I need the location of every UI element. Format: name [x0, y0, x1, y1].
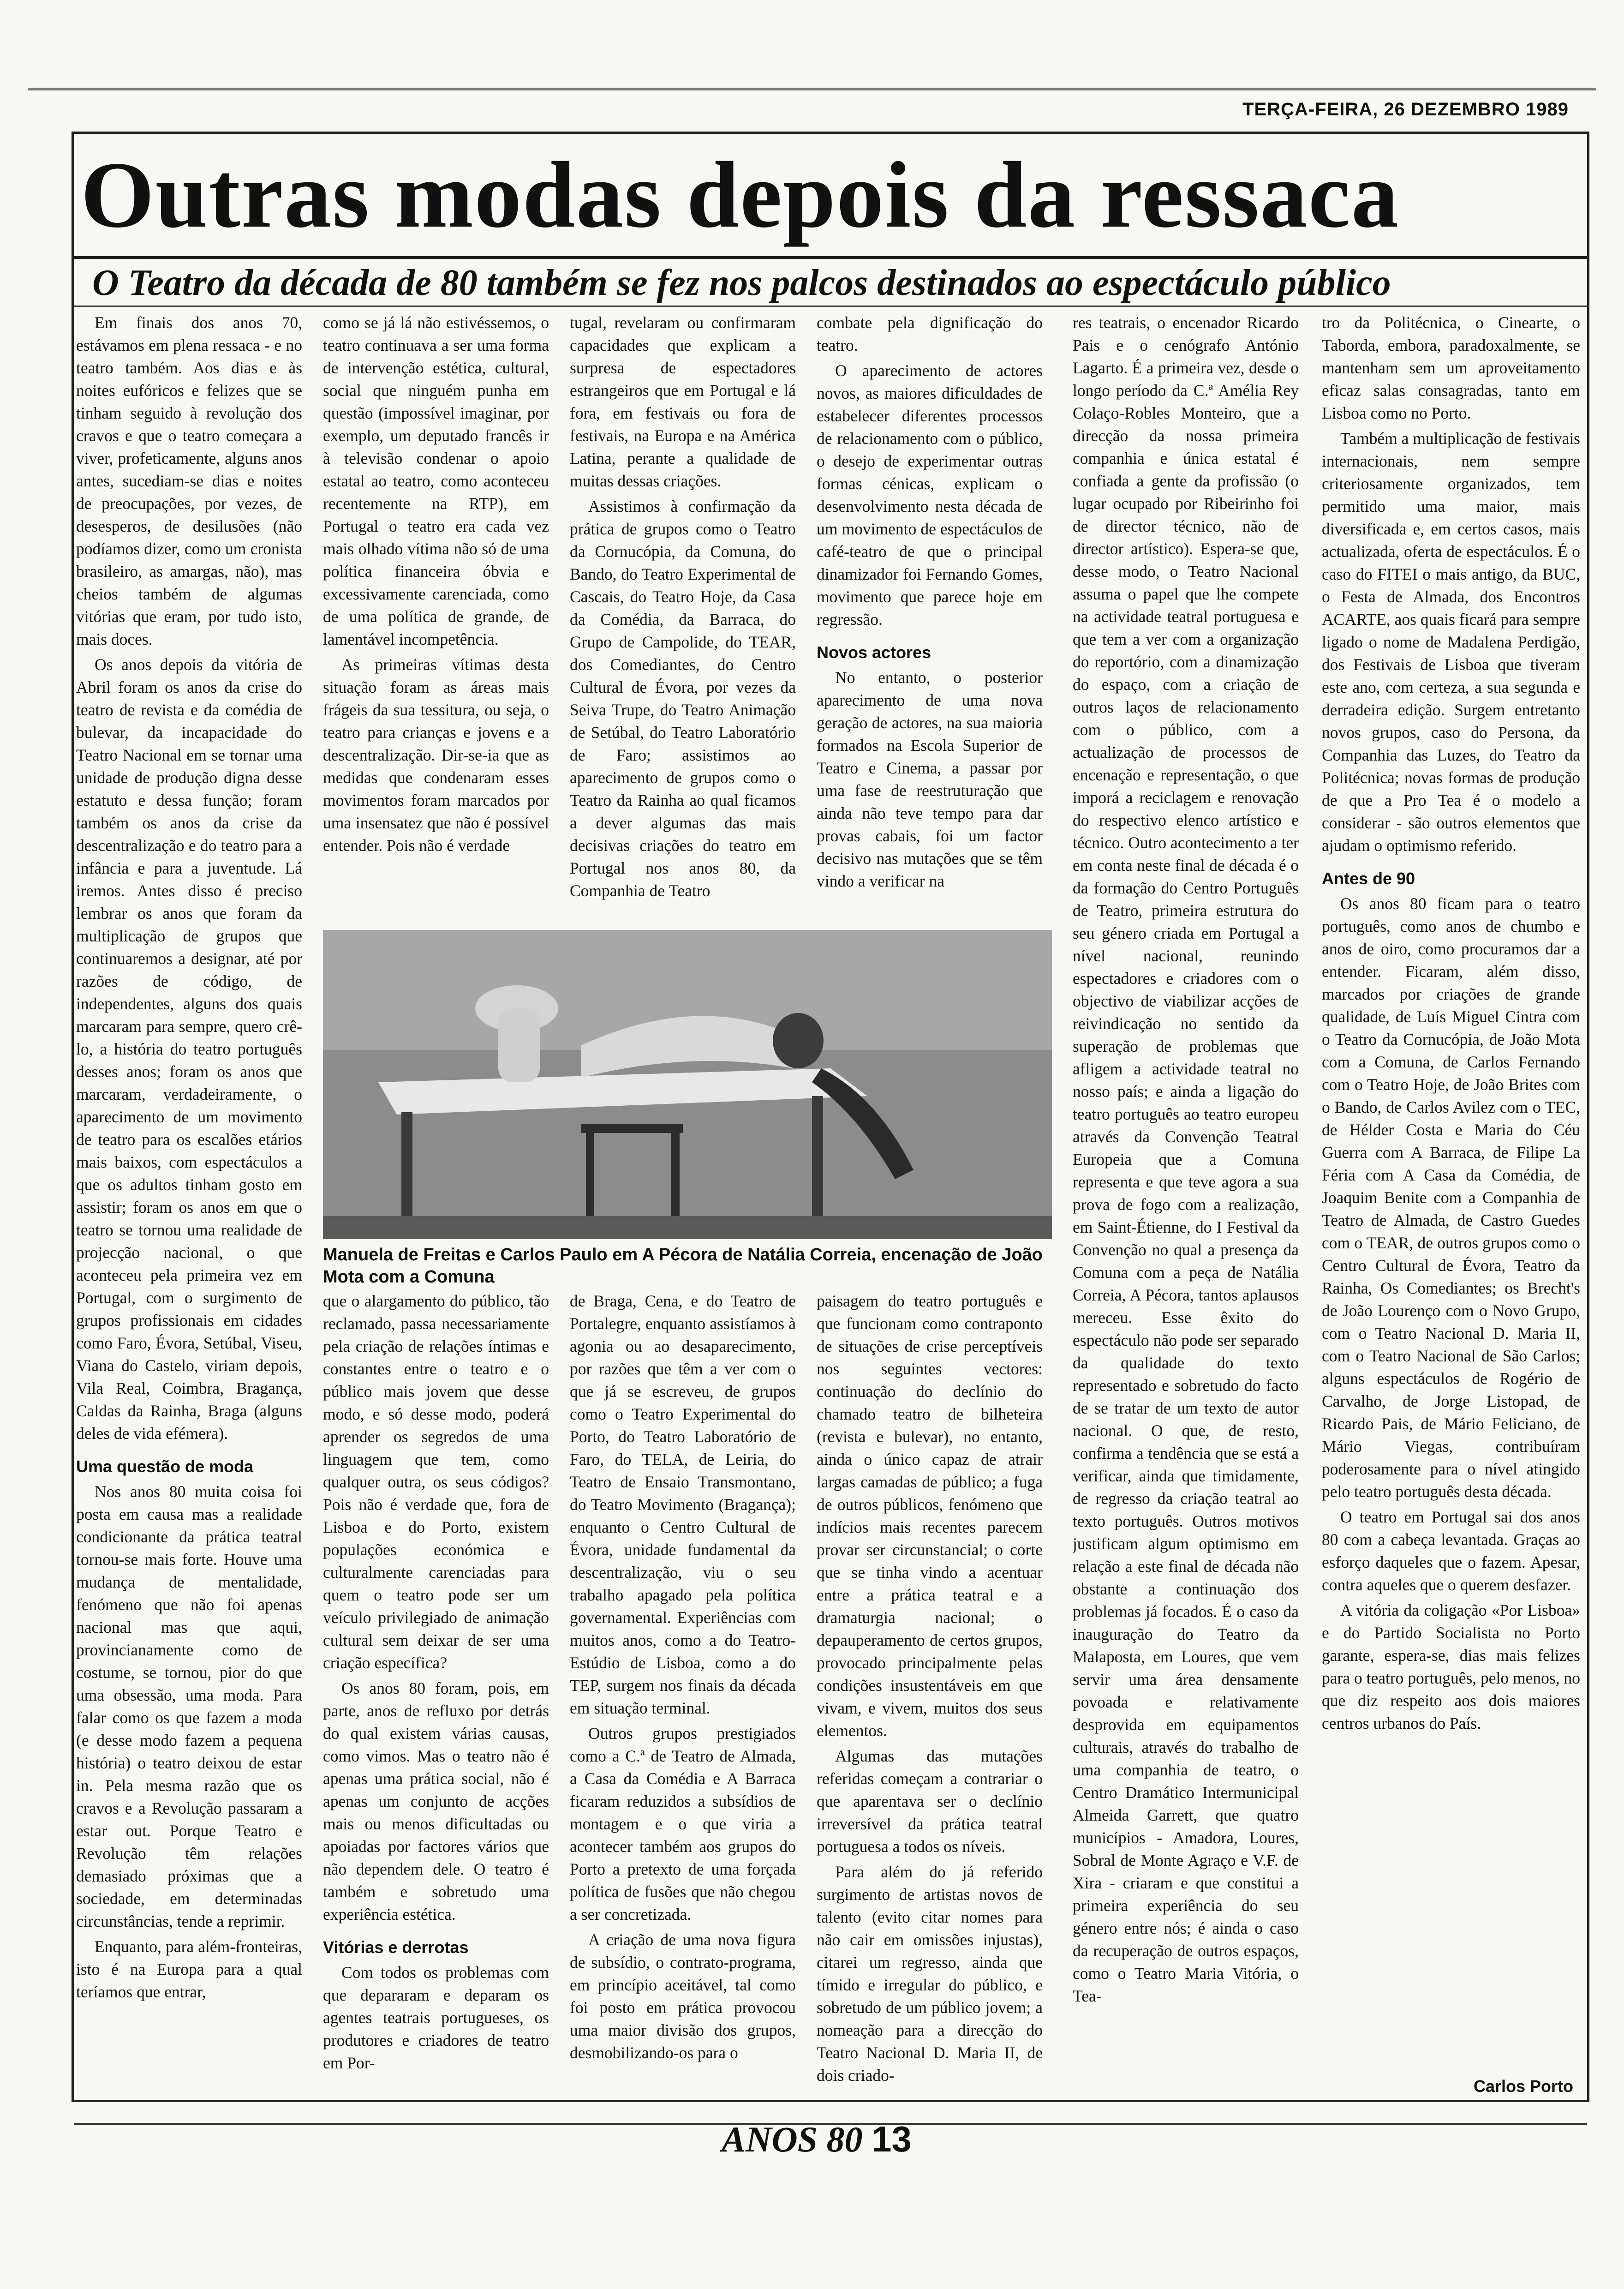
article-column-2-bottom [323, 1290, 549, 2097]
paragraph: que o alargamento do público, tão reclamado, passa necessariamente pela criação de relações íntimas e constantes entre o teatro e o público mais jovem que desse modo, e só desse modo, poderá aprender os segredos de uma linguagem que tem, como qualquer outra, os seus códigos? Pois não é verdade que, fora de Lisboa e do Porto, existem populações económica e culturalmente carenciadas para quem o teatro pode ser um veículo privilegiado de animação cultural sem deixar de ser uma criação específica? [323, 1292, 549, 1672]
paragraph: Também a multiplicação de festivais internacionais, nem sempre criteriosamente organizados, tem permitido uma maior, mais diversificada e, em certos casos, mais actualizada, oferta de espectáculos. É o caso do FITEI o mais antigo, da BUC, o Festa de Almada, dos Encontros ACARTE, aos quais ficará para sempre ligado o nome de Madalena Perdigão, dos Festivais de Lisboa que tiveram este ano, com certeza, a sua segunda e derradeira edição. Surgem entretanto novos grupos, caso do Persona, da Companhia das Luzes, do Teatro da Politécnica; novas formas de produção de que a Pro Tea é o modelo a considerar - são outros elementos que ajudam o optimismo referido. [1322, 429, 1580, 855]
paragraph: de Braga, Cena, e do Teatro de Portalegre, enquanto assistíamos à agonia ou ao desaparecimento, por razões que têm a ver com o que já se escreveu, de grupos como o Teatro Experimental do Porto, do Teatro Laboratório de Faro, do TELA, de Leiria, do Teatro de Ensaio Transmontano, do Teatro Movimento (Bragança); enquanto o Centro Cultural de Évora, unidade fundamental da descentralização, viu o seu trabalho apagado pela política governamental. Experiências com muitos anos, como a do Teatro-Estúdio de Lisboa, como a do TEP, surgem nos finais da década em situação terminal. [570, 1292, 796, 1717]
photo-illustration [323, 930, 1052, 1239]
paragraph: Os anos depois da vitória de Abril foram os anos da crise do teatro de revista e da comédia de bulevar, da incapacidade do Teatro Nacional em se tornar uma unidade de produção digna desse estatuto e dessa função; foram também os anos da crise da descentralização e do teatro para a infância e para a juventude. Lá iremos. Antes disso é preciso lembrar os anos que foram da multiplicação de grupos que continuaremos a designar, até por razões de código, de independentes, alguns dos quais marcaram para sempre, quero crê-lo, a história do teatro português desses anos; foram os anos que marcaram, verdadeiramente, o aparecimento de um movimento de teatro para os escalões etários mais baixos, com espectáculos a que os adultos tinham gosto em assistir; foram os anos em que o teatro se tornou uma realidade de projecção nacional, o que aconteceu pela primeira vez em Portugal, com o surgimento de grupos profissionais em cidades como Faro, Évora, Setúbal, Viseu, Viana do Castelo, viriam depois, Vila Real, Coimbra, Bragança, Caldas da Rainha, Braga (alguns deles de vida efémera). [76, 655, 302, 1443]
paragraph: No entanto, o posterior aparecimento de uma nova geração de actores, na sua maioria formados na Escola Superior de Teatro e Cinema, a passar por uma fase de reestruturação que ainda não teve tempo para dar provas cabais, foi um factor decisivo nas mutações que se têm vindo a verificar na [817, 668, 1043, 890]
page-footer [678, 2118, 955, 2160]
paragraph: A criação de uma nova figura de subsídio, o contrato-programa, em princípio aceitável, tal como foi posto em prática provocou uma maior divisão dos grupos, desmobilizando-os para o [570, 1930, 796, 2062]
footer-section: ANOS 80 [722, 2119, 863, 2159]
article-column-3-bottom [570, 1290, 796, 2097]
paragraph: tro da Politécnica, o Cinearte, o Taborda, embora, paradoxalmente, se mantenham sem um aproveitamento eficaz salas consagradas, tanto em Lisboa como no Porto. [1322, 313, 1580, 422]
article-column-4-top [817, 312, 1043, 925]
paragraph: Para além do já referido surgimento de artistas novos de talento (evito citar nomes para não cair em omissões injustas), citarei um regresso, ainda que tímido e irregular do público, e sobretudo de um público jovem; a nomeação para a direcção do Teatro Nacional D. Maria II, de dois criado- [817, 1863, 1043, 2085]
paragraph: Enquanto, para além-fronteiras, isto é na Europa para a qual teríamos que entrar, [76, 1937, 302, 2001]
article-column-5 [1073, 312, 1299, 2097]
subheadline: O Teatro da década de 80 também se fez nos palcos destinados ao espectáculo público [92, 263, 1391, 303]
paragraph: Outros grupos prestigiados como a C.ª de Teatro de Almada, a Casa da Comédia e A Barraca ficaram reduzidos a subsídios de montagem e o que viria a acontecer também aos grupos do Porto a pretexto de uma forçada política de fusões que não chegou a ser concretizada. [570, 1724, 796, 1923]
paragraph: combate pela dignificação do teatro. [817, 313, 1043, 354]
paragraph: como se já lá não estivéssemos, o teatro continuava a ser uma forma de intervenção estética, cultural, social que ninguém punha em questão (impossível imaginar, por exemplo, um deputado francês ir à televisão condenar o apoio estatal ao teatro, como aconteceu recentemente na RTP), em Portugal o teatro era cada vez mais olhado vítima não só de uma política financeira óbvia e excessivamente carenciada, como de uma política de grande, de lamentável incompetência. [323, 313, 549, 648]
theatre-photo [323, 930, 1052, 1239]
paragraph: A vitória da coligação «Por Lisboa» e do Partido Socialista no Porto garante, espera-se, dias mais felizes para o teatro português, pelo menos, no que diz respeito aos dois maiores centros urbanos do País. [1322, 1601, 1580, 1732]
paragraph: res teatrais, o encenador Ricardo Pais e o cenógrafo António Lagarto. É a primeira vez, desde o longo período da C.ª Amélia Rey Colaço-Robles Monteiro, que a direcção da nossa primeira companhia e única estatal é confiada a gente da profissão (o lugar ocupado por Ribeirinho foi de director técnico, não de director artístico). Espera-se que, desse modo, o Teatro Nacional assuma o papel que lhe compete na actividade teatral portuguesa e que tem a ver com a organização do reportório, com a dinamização do espaço, com a criação de outros laços de relacionamento com o público, com a actualização de processos de encenação e representação, o que imporá a reciclagem e renovação do respectivo elenco artístico e técnico. Outro acontecimento a ter em conta neste final de década é o da formação do Centro Português de Teatro, primeira estrutura do seu género criada em Portugal a nível nacional, reunindo espectadores e criadores com o objectivo de viabilizar acções de reivindicação no sentido da superação de problemas que afligem a actividade teatral no nosso país; e ainda a ligação do teatro português ao teatro europeu através da Convenção Teatral Europeia que a Comuna representa e que teve agora a sua prova de fogo com a realização, em Saint-Étienne, do I Festival da Convenção no qual a presença da Comuna com a peça de Natália Correia, A Pécora, tantos aplausos mereceu. Esse êxito do espectáculo não pode ser separado da qualidade do texto representado e sobretudo do facto de se tratar de um texto de autor nacional. O que, de resto, confirma a tendência que se está a verificar, ainda que timidamente, de regresso da criação teatral ao texto português. Outros motivos justificam algum optimismo em relação a este final de década não obstante a continuação dos problemas já focados. É o caso da inauguração do Teatro da Malaposta, em Loures, que vem servir uma área densamente povoada e relativamente desprovida em equipamentos culturais, através do trabalho de uma companhia de teatro, o Centro Dramático Intermunicipal Almeida Garrett, que quatro municípios - Amadora, Loures, Sobral de Monte Agraço e V.F. de Xira - criaram e que constitui a primeira experiência do seu género entre nós; é ainda o caso da recuperação de outros espaços, como o Teatro Maria Vitória, o Tea- [1073, 313, 1299, 2005]
paragraph: Em finais dos anos 70, estávamos em plena ressaca - e no teatro também. Aos dias e às noites eufóricos e felizes que se tinham seguido à revolução dos cravos e que o teatro começara a viver, profeticamente, alguns anos antes, sucediam-se dias e noites de preocupações, por vezes, de desesperos, de desilusões (não podíamos dizer, como um cronista brasileiro, as amargas, não), mas cheios também de algumas vitórias que eram, por tudo isto, mais doces. [76, 313, 302, 648]
article-column-6 [1322, 312, 1580, 2097]
top-rule [28, 88, 1596, 90]
photo-caption: Manuela de Freitas e Carlos Paulo em A Pécora de Natália Correia, encenação de João Mota com a Comuna [323, 1245, 1043, 1287]
paragraph: Com todos os problemas com que depararam e deparam os agentes teatrais portugueses, os produtores e criadores de teatro em Por- [323, 1963, 549, 2072]
paragraph: tugal, revelaram ou confirmaram capacidades que explicam a surpresa de espectadores estrangeiros que em Portugal e lá fora, em festivais ou fora de festivais, na Europa e na América Latina, perante a qualidade de muitas dessas criações. [570, 313, 796, 490]
headline-rule [74, 256, 1587, 259]
paragraph: O teatro em Portugal sai dos anos 80 com a cabeça levantada. Graças ao esforço daqueles que o fazem. Apesar, contra aqueles que o querem desfazer. [1322, 1508, 1580, 1594]
paragraph: Algumas das mutações referidas começam a contrariar o que aparentava ser o declínio irreversível da prática teatral portuguesa a todos os níveis. [817, 1747, 1043, 1856]
paragraph: O aparecimento de actores novos, as maiores dificuldades de estabelecer diferentes processos de relacionamento com o público, o desejo de experimentar outras formas cénicas, explicam o desenvolvimento nesta década de um movimento de espectáculos de café-teatro de que o principal dinamizador foi Fernando Gomes, movimento que parece hoje em regressão. [817, 361, 1043, 629]
article-column-2-top [323, 312, 549, 925]
section-heading: Novos actores [817, 643, 931, 662]
headline: Outras modas depois da ressaca [81, 143, 1400, 247]
section-heading: Vitórias e derrotas [323, 1938, 469, 1957]
paragraph: Os anos 80 ficam para o teatro português, como anos de chumbo e anos de oiro, como procuramos dar a entender. Ficaram, além disso, marcados por criações de grande qualidade, de Luís Miguel Cintra com o Teatro da Cornucópia, de João Mota com a Comuna, de Carlos Fernando com o Teatro Hoje, de João Brites com o Bando, de Carlos Avilez com o TEC, de Hélder Costa e Maria do Céu Guerra com A Barraca, de Filipe La Féria com A Casa da Comédia, de Joaquim Benite com a Companhia de Teatro de Almada, de Castro Guedes com o TEAR, de outros grupos como o Centro Cultural de Évora, Teatro da Rainha, Os Comediantes; os Brecht's de João Lourenço com o Novo Grupo, com o Teatro Nacional D. Maria II, com o Teatro Nacional de São Carlos; alguns espectáculos de Rogério de Carvalho, de Jorge Listopad, de Ricardo Pais, de Mário Feliciano, de Mário Viegas, contribuíram poderosamente para o nível atingido pelo teatro português desta década. [1322, 894, 1580, 1501]
footer-page-number: 13 [872, 2119, 912, 2159]
article-column-3-top [570, 312, 796, 925]
paragraph: Os anos 80 foram, pois, em parte, anos de refluxo por detrás do qual existem várias causas, como vimos. Mas o teatro não é apenas uma prática social, não é apenas um conjunto de acções mais ou menos dificultadas ou apoiadas por factores vários que não dependem dele. O teatro é também e sobretudo uma experiência estética. [323, 1679, 549, 1923]
paragraph: As primeiras vítimas desta situação foram as áreas mais frágeis da sua tessitura, ou seja, o teatro para crianças e jovens e a descentralização. Dir-se-ia que as medidas que condenaram esses movimentos foram marcados por uma insensatez que não é possível entender. Pois não é verdade [323, 655, 549, 855]
dateline: TERÇA-FEIRA, 26 DEZEMBRO 1989 [1242, 99, 1569, 120]
article-column-1 [76, 312, 302, 2097]
section-heading: Antes de 90 [1322, 869, 1415, 888]
paragraph: paisagem do teatro português e que funcionam como contraponto de situações de crise perceptíveis nos seguintes vectores: continuação do declínio do chamado teatro de bilheteira (revista e bulevar), no entanto, ainda o único capaz de atrair largas camadas de público; a fuga de outros públicos, fenómeno que indícios mais recentes parecem provar ser circunstancial; o corte que se tinha vindo a acentuar entre a prática teatral e a dramaturgia nacional; o depauperamento de certos grupos, provocado principalmente pelas condições insustentáveis em que vivam, e vivem, muitos dos seus elementos. [817, 1292, 1043, 1740]
section-heading: Uma questão de moda [76, 1457, 254, 1476]
subheadline-rule [74, 306, 1587, 307]
byline: Carlos Porto [1473, 2077, 1573, 2096]
paragraph: Nos anos 80 muita coisa foi posta em causa mas a realidade condicionante da prática teatral tornou-se mais forte. Houve uma mudança de mentalidade, fenómeno que não foi apenas nacional mas que aqui, provincianamente como de costume, se tornou, pior do que uma obsessão, uma moda. Para falar como os que fazem a moda (e desse modo fazem a pequena história) o teatro deixou de estar in. Pela mesma razão que os cravos e a Revolução passaram a estar out. Porque Teatro e Revolução têm relações demasiado próximas que a sociedade, em determinadas circunstâncias, tende a reprimir. [76, 1482, 302, 1930]
paragraph: Assistimos à confirmação da prática de grupos como o Teatro da Cornucópia, da Comuna, do Bando, do Teatro Experimental de Cascais, do Teatro Hoje, da Casa da Comédia, da Barraca, do Grupo de Campolide, do TEAR, dos Comediantes, do Centro Cultural de Évora, por vezes da Seiva Trupe, do Teatro Animação de Setúbal, do Teatro Laboratório de Faro; assistimos ao aparecimento de grupos como o Teatro da Rainha ao qual ficamos a dever algumas das mais decisivas criações do teatro em Portugal nos anos 80, da Companhia de Teatro [570, 497, 796, 900]
article-column-4-bottom [817, 1290, 1043, 2097]
